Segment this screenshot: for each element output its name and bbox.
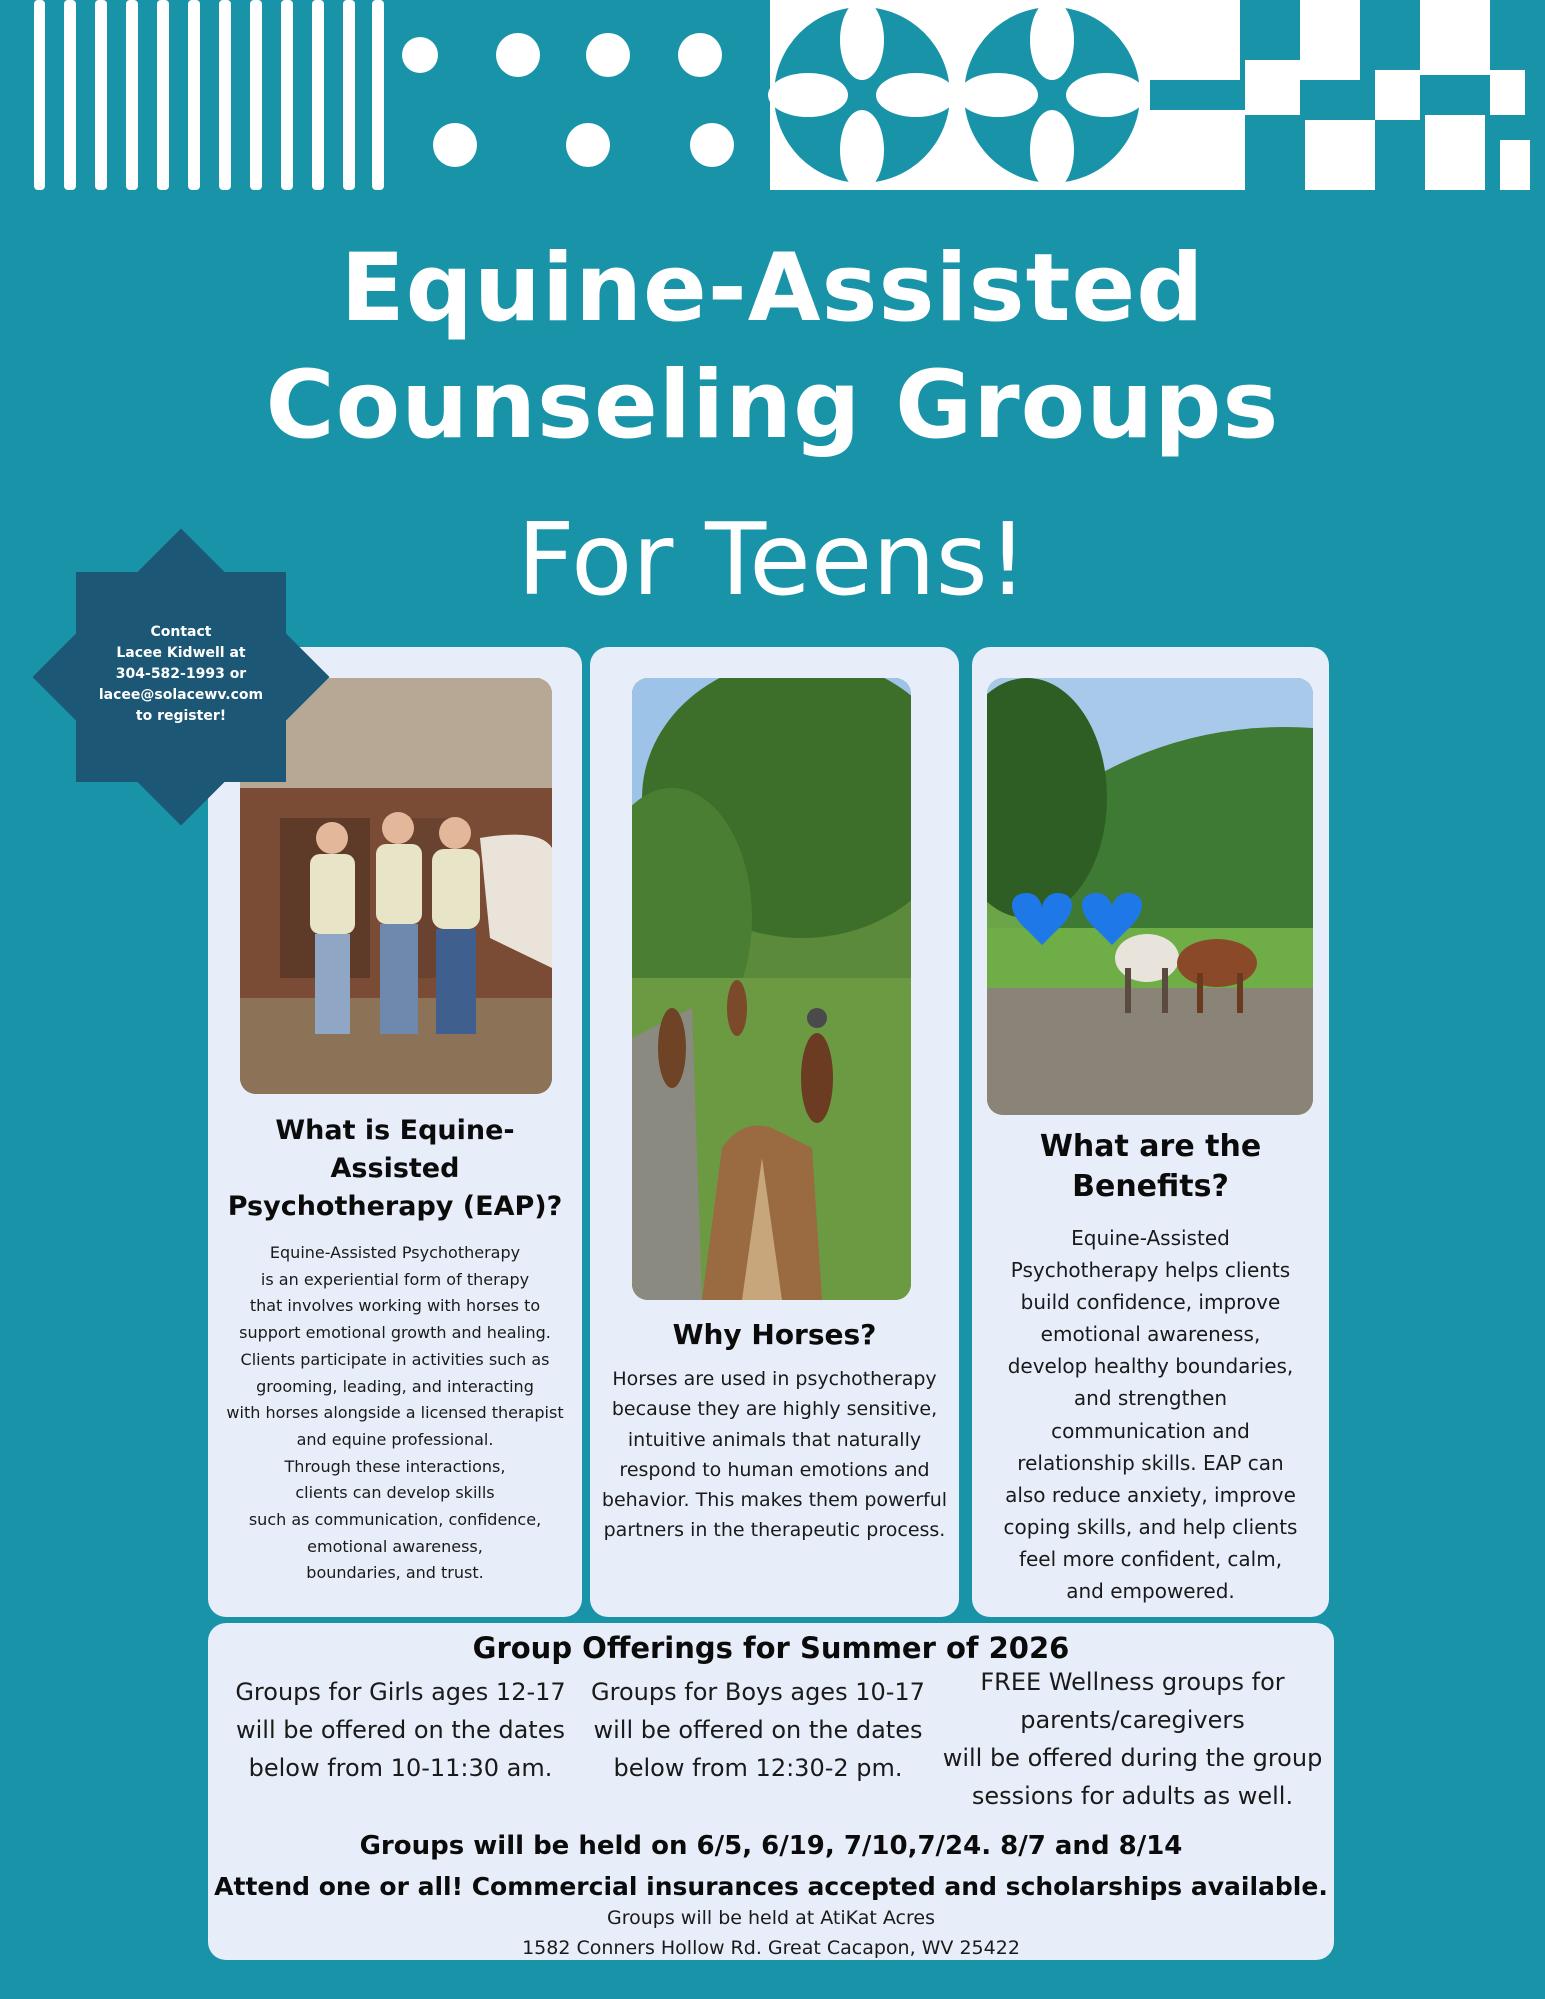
subtitle: For Teens! [517,501,1028,618]
address-line: 1582 Conners Hollow Rd. Great Cacapon, WV 25422 [522,1937,1020,1959]
stripes-pattern [34,0,384,190]
attend-note: Attend one or all! Commercial insurances accepted and scholarships available. [214,1872,1328,1901]
wellness-groups-info: FREE Wellness groups for parents/caregivers will be offered during the group sessions for adults as well. [942,1668,1323,1810]
card-body-why-horses: Horses are used in psychotherapy because they are highly sensitive, intuitive animals that naturally respond to human emotions and behavior. This makes them powerful partners in the therapeutic process. [601,1368,948,1542]
card-heading-benefits: What are the Benefits? [1039,1129,1262,1204]
card-heading-why-horses: Why Horses? [672,1318,877,1351]
boys-groups-info: Groups for Boys ages 10-17 will be offered on the dates below from 12:30-2 pm. [591,1678,925,1782]
header-pattern [0,0,1545,190]
photo-trail-ride [632,678,911,1300]
contact-text: Contact Lacee Kidwell at 304-582-1993 or lacee@solacewv.com to register! [98,624,264,724]
checker-pattern [1150,0,1530,190]
title-line-1: Equine-Assisted [340,234,1205,343]
card-body-eap: Equine-Assisted Psychotherapy is an experiential form of therapy that involves working with horses to support emotional growth and healing. Clients participate in activities such as grooming, leading, and interacting with horses alongside a licensed therapist and equine professional. Through these interactions, clients can develop skills such as communication, confidence, emotional awareness, boundaries, and trust. [226,1243,564,1583]
dots-pattern [402,33,734,167]
offerings-heading: Group Offerings for Summer of 2026 [472,1631,1070,1665]
location-line: Groups will be held at AtiKat Acres [607,1907,935,1929]
card-body-benefits: Equine-Assisted Psychotherapy helps clients build confidence, improve emotional awareness, develop healthy boundaries, and strengthen communication and relationship skills. EAP can also reduce anxiety, improve coping skills, and help clients feel more confident, calm, and empowered. [1003,1226,1298,1604]
group-dates: Groups will be held on 6/5, 6/19, 7/10,7/24. 8/7 and 8/14 [359,1831,1183,1861]
title-line-2: Counseling Groups [265,351,1280,460]
card-heading-eap: What is Equine- Assisted Psychotherapy (EAP)? [227,1115,563,1222]
photo-horses-field [987,678,1313,1115]
girls-groups-info: Groups for Girls ages 12-17 will be offered on the dates below from 10-11:30 am. [235,1678,566,1782]
